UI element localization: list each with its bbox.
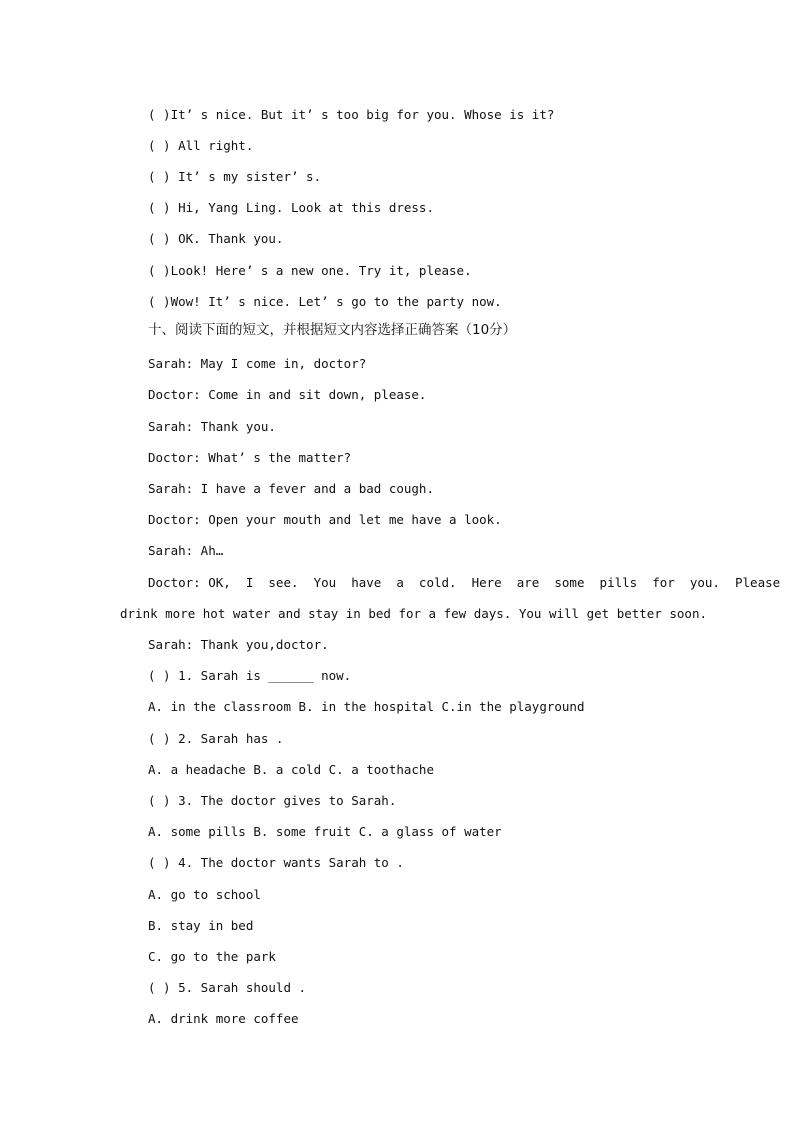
question-5: ( ) 5. Sarah should . xyxy=(148,980,307,995)
question-1: ( ) 1. Sarah is ______ now. xyxy=(148,668,352,683)
passage-line: Sarah: Ah… xyxy=(148,543,224,558)
dialogue-line-3: ( ) It’ s my sister’ s. xyxy=(148,169,322,184)
question-5-option-a: A. drink more coffee xyxy=(148,1011,299,1026)
passage-line: Sarah: May I come in, doctor? xyxy=(148,356,367,371)
question-4-option-b: B. stay in bed xyxy=(148,918,254,933)
passage-line: Doctor: Open your mouth and let me have a look. xyxy=(148,512,502,527)
passage-line-continued: drink more hot water and stay in bed for a few days. You will get better soon. xyxy=(120,606,707,621)
question-2: ( ) 2. Sarah has . xyxy=(148,731,284,746)
passage-line: Sarah: I have a fever and a bad cough. xyxy=(148,481,434,496)
dialogue-line-4: ( ) Hi, Yang Ling. Look at this dress. xyxy=(148,200,434,215)
passage-line: Doctor: Come in and sit down, please. xyxy=(148,387,427,402)
question-4: ( ) 4. The doctor wants Sarah to . xyxy=(148,855,404,870)
passage-line: Doctor: OK, I see. You have a cold. Here are some pills for you. Please xyxy=(148,575,781,590)
dialogue-line-7: ( )Wow! It’ s nice. Let’ s go to the party now. xyxy=(148,294,502,309)
dialogue-line-5: ( ) OK. Thank you. xyxy=(148,231,284,246)
question-4-option-c: C. go to the park xyxy=(148,949,276,964)
passage-line: Sarah: Thank you. xyxy=(148,419,276,434)
question-3-options: A. some pills B. some fruit C. a glass of water xyxy=(148,824,502,839)
dialogue-line-2: ( ) All right. xyxy=(148,138,254,153)
dialogue-line-6: ( )Look! Here’ s a new one. Try it, please. xyxy=(148,263,472,278)
question-3: ( ) 3. The doctor gives to Sarah. xyxy=(148,793,397,808)
section-heading: 十、阅读下面的短文，并根据短文内容选择正确答案（10分） xyxy=(148,322,517,338)
question-4-option-a: A. go to school xyxy=(148,887,261,902)
passage-line: Doctor: What’ s the matter? xyxy=(148,450,352,465)
passage-line: Sarah: Thank you,doctor. xyxy=(148,637,329,652)
dialogue-line-1: ( )It’ s nice. But it’ s too big for you. Whose is it? xyxy=(148,107,555,122)
question-1-options: A. in the classroom B. in the hospital C.in the playground xyxy=(148,699,585,714)
question-2-options: A. a headache B. a cold C. a toothache xyxy=(148,762,434,777)
